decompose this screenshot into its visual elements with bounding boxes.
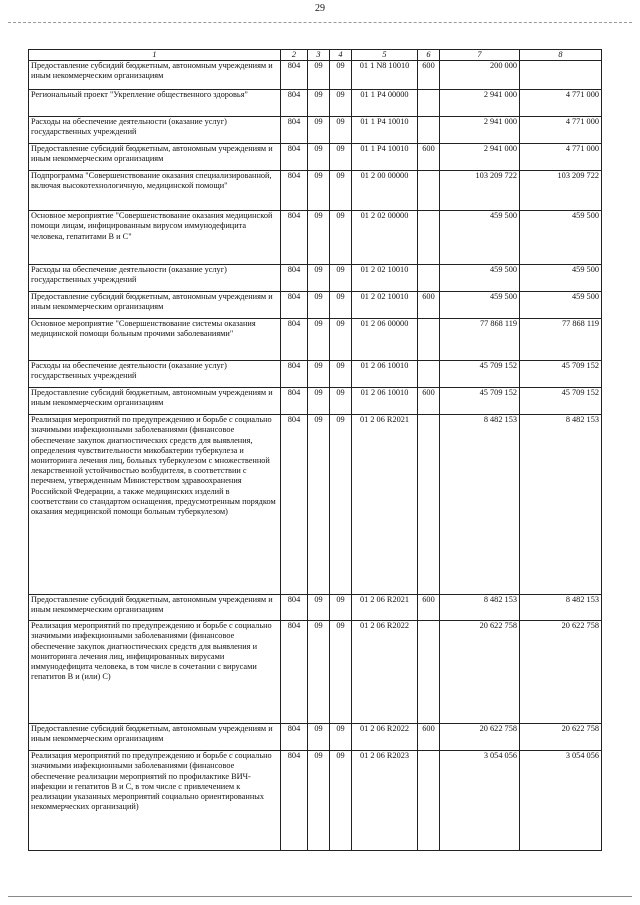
expense-type: 600: [418, 724, 440, 751]
table-row: [29, 724, 602, 751]
code-subsection: 09: [330, 724, 352, 751]
amount-col8: 4 771 000: [520, 90, 602, 117]
column-header: 8: [520, 50, 602, 61]
target-article: 01 1 P4 10010: [352, 117, 418, 144]
code-section: 09: [308, 211, 330, 265]
target-article: 01 2 06 10010: [352, 388, 418, 415]
code-section: 09: [308, 171, 330, 211]
page-number: 29: [315, 3, 325, 14]
table-row: [29, 621, 602, 724]
target-article: 01 2 06 R2021: [352, 595, 418, 621]
column-header: 6: [418, 50, 440, 61]
amount-col8: 45 709 152: [520, 388, 602, 415]
amount-col7: 103 209 722: [440, 171, 520, 211]
code-ministry: 804: [281, 117, 308, 144]
expense-type: [418, 171, 440, 211]
code-section: 09: [308, 90, 330, 117]
row-name: Подпрограмма "Совершенствование оказания специализированной, включая высокотехнологичную, медицинской помощи": [29, 171, 281, 211]
table-row: [29, 90, 602, 117]
code-subsection: 09: [330, 415, 352, 595]
table-row: [29, 265, 602, 292]
table-row: [29, 361, 602, 388]
expense-type: 600: [418, 61, 440, 90]
amount-col7: 20 622 758: [440, 621, 520, 724]
code-subsection: 09: [330, 211, 352, 265]
header-row: [29, 50, 602, 61]
code-ministry: 804: [281, 595, 308, 621]
code-section: 09: [308, 361, 330, 388]
target-article: 01 2 06 R2022: [352, 724, 418, 751]
table-row: [29, 292, 602, 319]
amount-col7: 8 482 153: [440, 415, 520, 595]
code-ministry: 804: [281, 61, 308, 90]
amount-col7: 459 500: [440, 265, 520, 292]
target-article: 01 2 06 R2023: [352, 751, 418, 851]
code-ministry: 804: [281, 265, 308, 292]
code-ministry: 804: [281, 724, 308, 751]
expense-type: [418, 415, 440, 595]
top-dashed-rule: [8, 22, 632, 23]
code-section: 09: [308, 265, 330, 292]
target-article: 01 2 06 10010: [352, 361, 418, 388]
code-subsection: 09: [330, 61, 352, 90]
amount-col8: 3 054 056: [520, 751, 602, 851]
amount-col8: 77 868 119: [520, 319, 602, 361]
expense-type: [418, 90, 440, 117]
column-header: 7: [440, 50, 520, 61]
amount-col7: 2 941 000: [440, 117, 520, 144]
row-name: Предоставление субсидий бюджетным, автономным учреждениям и иным некоммерческим организациям: [29, 61, 281, 90]
expense-type: 600: [418, 595, 440, 621]
code-ministry: 804: [281, 361, 308, 388]
code-subsection: 09: [330, 117, 352, 144]
target-article: 01 2 02 00000: [352, 211, 418, 265]
expense-type: [418, 361, 440, 388]
row-name: Расходы на обеспечение деятельности (оказание услуг) государственных учреждений: [29, 117, 281, 144]
target-article: 01 2 06 00000: [352, 319, 418, 361]
code-section: 09: [308, 621, 330, 724]
code-ministry: 804: [281, 90, 308, 117]
target-article: 01 2 00 00000: [352, 171, 418, 211]
code-ministry: 804: [281, 751, 308, 851]
table-row: [29, 595, 602, 621]
table-row: [29, 319, 602, 361]
code-ministry: 804: [281, 171, 308, 211]
target-article: 01 1 N8 10010: [352, 61, 418, 90]
column-header: 2: [281, 50, 308, 61]
code-section: 09: [308, 117, 330, 144]
target-article: 01 2 06 R2021: [352, 415, 418, 595]
row-name: Основное мероприятие "Совершенствование оказания медицинской помощи лицам, инфицированным вирусом иммунодефицита человека, гепатитами В и С": [29, 211, 281, 265]
code-ministry: 804: [281, 292, 308, 319]
row-name: Предоставление субсидий бюджетным, автономным учреждениям и иным некоммерческим организациям: [29, 724, 281, 751]
table-row: [29, 61, 602, 90]
code-subsection: 09: [330, 361, 352, 388]
amount-col8: 459 500: [520, 292, 602, 319]
row-name: Основное мероприятие "Совершенствование системы оказания медицинской помощи больным прочими заболеваниями": [29, 319, 281, 361]
table-row: [29, 117, 602, 144]
amount-col7: 77 868 119: [440, 319, 520, 361]
row-name: Предоставление субсидий бюджетным, автономным учреждениям и иным некоммерческим организациям: [29, 595, 281, 621]
amount-col7: 45 709 152: [440, 361, 520, 388]
code-subsection: 09: [330, 388, 352, 415]
amount-col8: 459 500: [520, 265, 602, 292]
code-ministry: 804: [281, 621, 308, 724]
row-name: Реализация мероприятий по предупреждению и борьбе с социально значимыми инфекционными заболеваниями (финансовое обеспечение закупок диагностических средств для выявления и мониторинга лечения лиц, инфицированных вирусами иммунодефицита человека, в том числе в сочетании с вирусами гепатитов В и (или) С): [29, 621, 281, 724]
table-row: [29, 211, 602, 265]
code-subsection: 09: [330, 292, 352, 319]
target-article: 01 2 02 10010: [352, 292, 418, 319]
column-header: 1: [29, 50, 281, 61]
amount-col7: 459 500: [440, 292, 520, 319]
row-name: Реализация мероприятий по предупреждению и борьбе с социально значимыми инфекционными заболеваниями (финансовое обеспечение закупок диагностических средств для выявления, определения чувствительности микобактерии туберкулеза и мониторинга лечения лиц, больных туберкулезом с множественной лекарственной устойчивостью возбудителя, в соответствии с перечнем, утвержденным Министерством здравоохранения Российской Федерации, а также медицинских изделий в соответствии со стандартом оснащения, предусмотренным порядком оказания медицинской помощи больным туберкулезом): [29, 415, 281, 595]
code-subsection: 09: [330, 265, 352, 292]
amount-col8: 4 771 000: [520, 117, 602, 144]
table-row: [29, 144, 602, 171]
bottom-rule: [8, 896, 632, 897]
code-section: 09: [308, 388, 330, 415]
row-name: Расходы на обеспечение деятельности (оказание услуг) государственных учреждений: [29, 361, 281, 388]
amount-col7: 3 054 056: [440, 751, 520, 851]
code-section: 09: [308, 595, 330, 621]
column-header: 5: [352, 50, 418, 61]
code-subsection: 09: [330, 90, 352, 117]
amount-col7: 20 622 758: [440, 724, 520, 751]
target-article: 01 1 P4 00000: [352, 90, 418, 117]
amount-col7: 8 482 153: [440, 595, 520, 621]
table-row: [29, 388, 602, 415]
code-subsection: 09: [330, 319, 352, 361]
code-subsection: 09: [330, 621, 352, 724]
table-row: [29, 415, 602, 595]
row-name: Предоставление субсидий бюджетным, автономным учреждениям и иным некоммерческим организациям: [29, 144, 281, 171]
row-name: Расходы на обеспечение деятельности (оказание услуг) государственных учреждений: [29, 265, 281, 292]
expense-type: [418, 751, 440, 851]
target-article: 01 1 P4 10010: [352, 144, 418, 171]
row-name: Предоставление субсидий бюджетным, автономным учреждениям и иным некоммерческим организациям: [29, 388, 281, 415]
row-name: Реализация мероприятий по предупреждению и борьбе с социально значимыми инфекционными заболеваниями (финансовое обеспечение реализации мероприятий по профилактике ВИЧ-инфекции и гепатитов В и С, в том числе с привлечением к реализации указанных мероприятий социально ориентированных некоммерческих организаций): [29, 751, 281, 851]
code-section: 09: [308, 751, 330, 851]
code-section: 09: [308, 415, 330, 595]
code-ministry: 804: [281, 415, 308, 595]
target-article: 01 2 06 R2022: [352, 621, 418, 724]
code-section: 09: [308, 61, 330, 90]
code-ministry: 804: [281, 144, 308, 171]
amount-col8: 8 482 153: [520, 595, 602, 621]
code-subsection: 09: [330, 144, 352, 171]
amount-col8: 8 482 153: [520, 415, 602, 595]
amount-col7: 45 709 152: [440, 388, 520, 415]
amount-col7: 200 000: [440, 61, 520, 90]
code-ministry: 804: [281, 388, 308, 415]
expense-type: 600: [418, 388, 440, 415]
budget-table: [28, 49, 602, 851]
code-section: 09: [308, 144, 330, 171]
amount-col8: 20 622 758: [520, 724, 602, 751]
expense-type: [418, 117, 440, 144]
expense-type: [418, 319, 440, 361]
code-subsection: 09: [330, 171, 352, 211]
column-header: 4: [330, 50, 352, 61]
amount-col8: 103 209 722: [520, 171, 602, 211]
code-subsection: 09: [330, 595, 352, 621]
expense-type: [418, 621, 440, 724]
amount-col8: 20 622 758: [520, 621, 602, 724]
table-row: [29, 751, 602, 851]
code-section: 09: [308, 724, 330, 751]
amount-col8: 459 500: [520, 211, 602, 265]
code-ministry: 804: [281, 319, 308, 361]
expense-type: [418, 265, 440, 292]
column-header: 3: [308, 50, 330, 61]
amount-col7: 459 500: [440, 211, 520, 265]
code-ministry: 804: [281, 211, 308, 265]
target-article: 01 2 02 10010: [352, 265, 418, 292]
table-row: [29, 171, 602, 211]
expense-type: 600: [418, 292, 440, 319]
amount-col8: 45 709 152: [520, 361, 602, 388]
amount-col7: 2 941 000: [440, 90, 520, 117]
code-section: 09: [308, 319, 330, 361]
expense-type: [418, 211, 440, 265]
expense-type: 600: [418, 144, 440, 171]
amount-col7: 2 941 000: [440, 144, 520, 171]
row-name: Региональный проект "Укрепление общественного здоровья": [29, 90, 281, 117]
code-subsection: 09: [330, 751, 352, 851]
code-section: 09: [308, 292, 330, 319]
row-name: Предоставление субсидий бюджетным, автономным учреждениям и иным некоммерческим организациям: [29, 292, 281, 319]
amount-col8: [520, 61, 602, 90]
amount-col8: 4 771 000: [520, 144, 602, 171]
